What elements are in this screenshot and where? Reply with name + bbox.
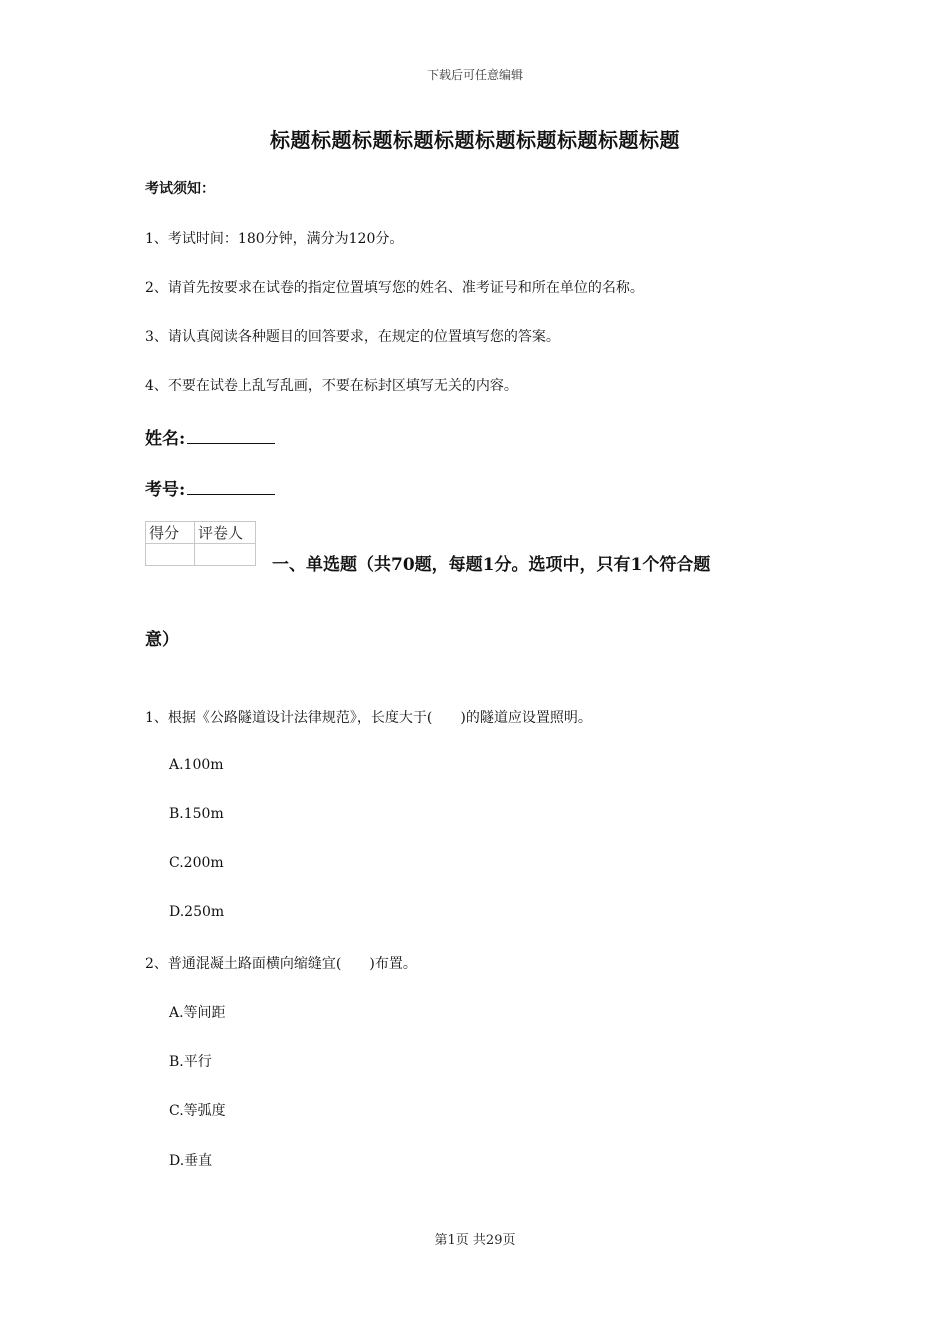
document-title: 标题标题标题标题标题标题标题标题标题标题 [270,128,680,152]
answer-option[interactable]: A.100m [169,757,224,773]
question-text: 2、普通混凝土路面横向缩缝宜( )布置。 [145,956,417,972]
exam-number-field[interactable] [145,475,275,500]
exam-number-label: 考号: [145,480,186,500]
name-label: 姓名: [145,429,186,449]
section-heading: 一、单选题（共70题，每题1分。选项中，只有1个符合题 [272,555,711,575]
grader-header-cell: 评卷人 [195,522,256,544]
score-blank-cell[interactable] [146,544,195,566]
notice-item: 4、不要在试卷上乱写乱画，不要在标封区填写无关的内容。 [145,378,518,394]
answer-option[interactable]: D.250m [169,904,225,920]
name-field[interactable] [145,424,275,449]
notice-item: 3、请认真阅读各种题目的回答要求，在规定的位置填写您的答案。 [145,329,560,345]
answer-option[interactable]: B.平行 [169,1054,212,1070]
score-table [145,521,256,566]
header-note: 下载后可任意编辑 [426,68,523,82]
answer-option[interactable]: D.垂直 [169,1153,213,1169]
answer-option[interactable]: B.150m [169,806,224,822]
question-text: 1、根据《公路隧道设计法律规范》，长度大于( )的隧道应设置照明。 [145,710,592,726]
answer-option[interactable]: C.等弧度 [169,1103,226,1119]
score-table-blank-row [146,544,256,566]
score-header-cell: 得分 [146,522,195,544]
section-heading-continued: 意） [145,630,179,650]
grader-blank-cell[interactable] [195,544,256,566]
answer-option[interactable]: A.等间距 [169,1005,226,1021]
page-number-footer: 第1页 共29页 [434,1233,516,1248]
answer-option[interactable]: C.200m [169,855,224,871]
score-table-header-row [146,522,256,544]
name-blank-line[interactable] [187,427,275,444]
exam-number-blank-line[interactable] [187,478,275,495]
notice-item: 2、请首先按要求在试卷的指定位置填写您的姓名、准考证号和所在单位的名称。 [145,280,644,296]
notice-heading: 考试须知： [145,181,215,197]
notice-item: 1、考试时间：180分钟，满分为120分。 [145,231,404,247]
